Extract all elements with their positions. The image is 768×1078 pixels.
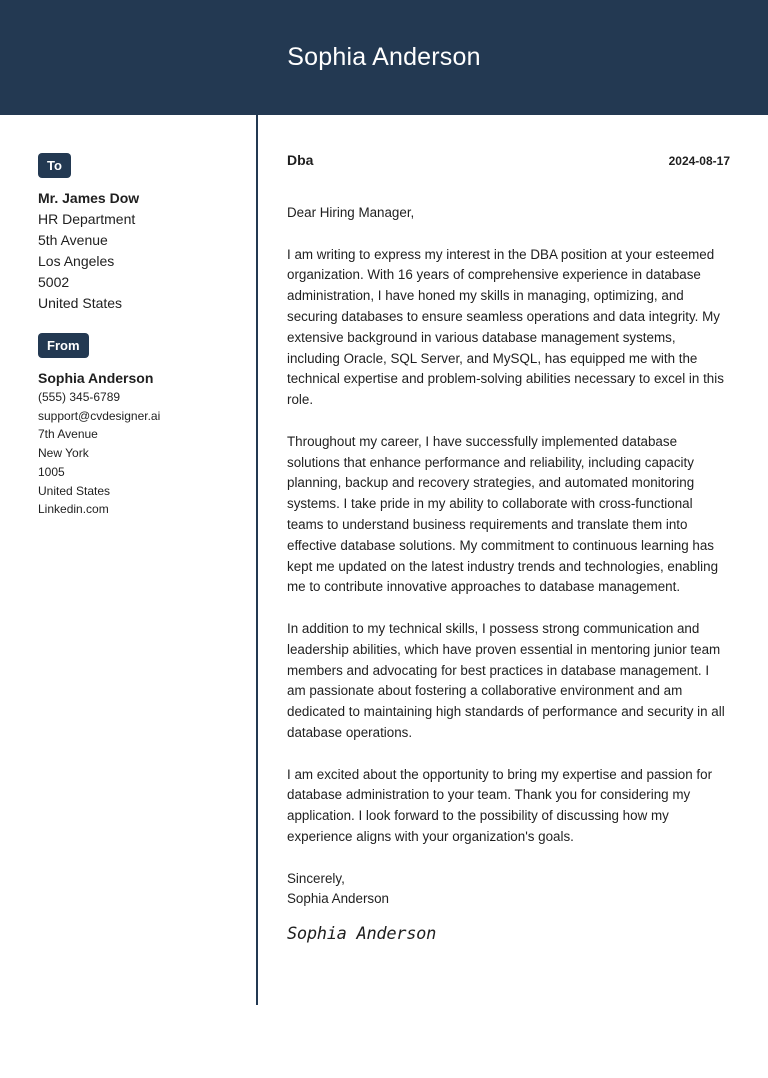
job-role: Dba [287, 152, 314, 168]
sender-block [38, 368, 243, 519]
sender-name: Sophia Anderson [38, 370, 154, 386]
header-banner [0, 0, 768, 115]
signature: Sophia Anderson [287, 924, 437, 945]
salutation: Dear Hiring Manager, [287, 205, 415, 220]
letter-header [287, 152, 730, 174]
sender-country: United States [38, 483, 111, 498]
closing [287, 869, 730, 911]
recipient-postal-code: 5002 [38, 274, 70, 290]
recipient-city: Los Angeles [38, 253, 115, 269]
paragraph: I am excited about the opportunity to bring my expertise and passion for database administration to your team. Thank you for considering my application. I look forward to the possibility of discussing how my experience aligns with your organization's goals. [287, 766, 713, 844]
recipient-street: 5th Avenue [38, 232, 108, 248]
header-name: Sophia Anderson [287, 43, 481, 71]
closing-phrase: Sincerely, [287, 870, 345, 886]
sidebar [38, 153, 243, 519]
sender-email: support@cvdesigner.ai [38, 408, 161, 423]
recipient-department: HR Department [38, 211, 136, 227]
sender-linkedin: Linkedin.com [38, 502, 109, 517]
sender-city: New York [38, 446, 89, 461]
letter-date: 2024-08-17 [668, 154, 730, 168]
recipient-block [38, 188, 243, 314]
sender-phone: (555) 345-6789 [38, 390, 121, 404]
sender-street: 7th Avenue [38, 427, 98, 442]
vertical-divider [256, 115, 258, 1005]
recipient-country: United States [38, 295, 123, 311]
paragraph: In addition to my technical skills, I possess strong communication and leadership abilities, which have proven essential in mentoring junior team members and advocating for best practices in database management. I am passionate about fostering a collaborative environment and am dedicated to maintaining high standards of performance and security in all database operations. [287, 620, 725, 740]
paragraph: I am writing to express my interest in the DBA position at your esteemed organization. With 16 years of comprehensive experience in database administration, I have honed my skills in managing, optimizing, and securing databases to ensure seamless operations and data integrity. My extensive background in various database management systems, including Oracle, SQL Server, and MySQL, has equipped me with the technical expertise and problem-solving abilities necessary to excel in this role. [287, 246, 724, 408]
from-badge: From [38, 333, 89, 358]
letter-body [287, 152, 730, 944]
closing-name: Sophia Anderson [287, 891, 389, 907]
sender-postal-code: 1005 [38, 464, 65, 479]
paragraph: Throughout my career, I have successfully implemented database solutions that enhance performance and reliability, including capacity planning, backup and recovery strategies, and automated monitoring systems. I take pride in my ability to collaborate with cross-functional teams to understand business requirements and translate them into effective database solutions. My commitment to continuous learning has kept me updated on the latest industry trends and technologies, enabling me to contribute innovative approaches to database management. [287, 433, 719, 595]
to-badge: To [38, 153, 71, 178]
recipient-name: Mr. James Dow [38, 190, 140, 206]
